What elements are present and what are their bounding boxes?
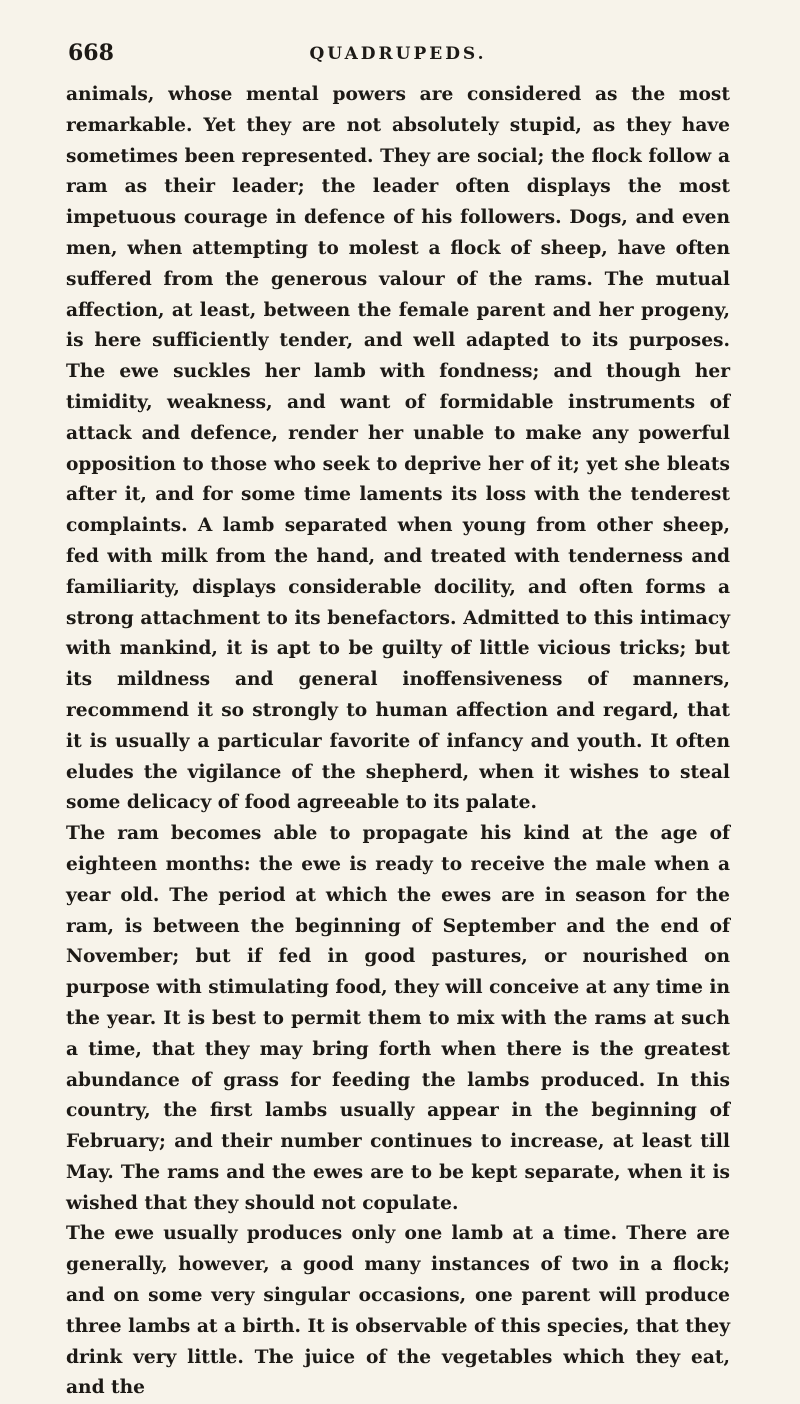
paragraph: animals, whose mental powers are considered as the most remarkable. Yet they are not absolutely stupid, as they have sometimes been represented. They are social; the flock follow a ram as their leader; the leader often displays the most impetuous courage in defence of his followers. Dogs, and even men, when attempting to molest a flock of sheep, have often suffered from the generous valour of the rams. The mutual affection, at least, between the female parent and her progeny, is here sufficiently tender, and well adapted to its purposes. The ewe suckles her lamb with fondness; and though her timidity, weakness, and want of formidable instruments of attack and defence, render her unable to make any powerful opposition to those who seek to deprive her of it; yet she bleats after it, and for some time laments its loss with the tenderest complaints. A lamb separated when young from other sheep, fed with milk from the hand, and treated with tenderness and familiarity, displays considerable docility, and often forms a strong attachment to its benefactors. Admitted to this intimacy with mankind, it is apt to be guilty of little vicious tricks; but its mildness and general inoffensiveness of manners, recommend it so strongly to human affection and regard, that it is usually a particular favorite of infancy and youth. It often eludes the vigilance of the shepherd, when it wishes to steal some delicacy of food agreeable to its palate. — [66, 84, 730, 814]
paragraph: The ram becomes able to propagate his kind at the age of eighteen months: the ewe is ready to receive the male when a year old. The period at which the ewes are in season for the ram, is between the beginning of September and the end of November; but if fed in good pastures, or nourished on purpose with stimulating food, they will conceive at any time in the year. It is best to permit them to mix with the rams at such a time, that they may bring forth when there is the greatest abundance of grass for feeding the lambs produced. In this country, the first lambs usually appear in the beginning of February; and their number continues to increase, at least till May. The rams and the ewes are to be kept separate, when it is wished that they should not copulate. — [66, 823, 730, 1214]
page-header — [66, 40, 730, 80]
paragraph: The ewe usually produces only one lamb at a time. There are generally, however, a good many instances of two in a flock; and on some very singular occasions, one parent will produce three lambs at a birth. It is observable of this species, that they drink very little. The juice of the vegetables which they eat, and the — [66, 1223, 730, 1399]
running-head: QUADRUPEDS. — [309, 44, 487, 64]
body-text — [66, 80, 730, 1404]
page-number: 668 — [68, 40, 114, 66]
